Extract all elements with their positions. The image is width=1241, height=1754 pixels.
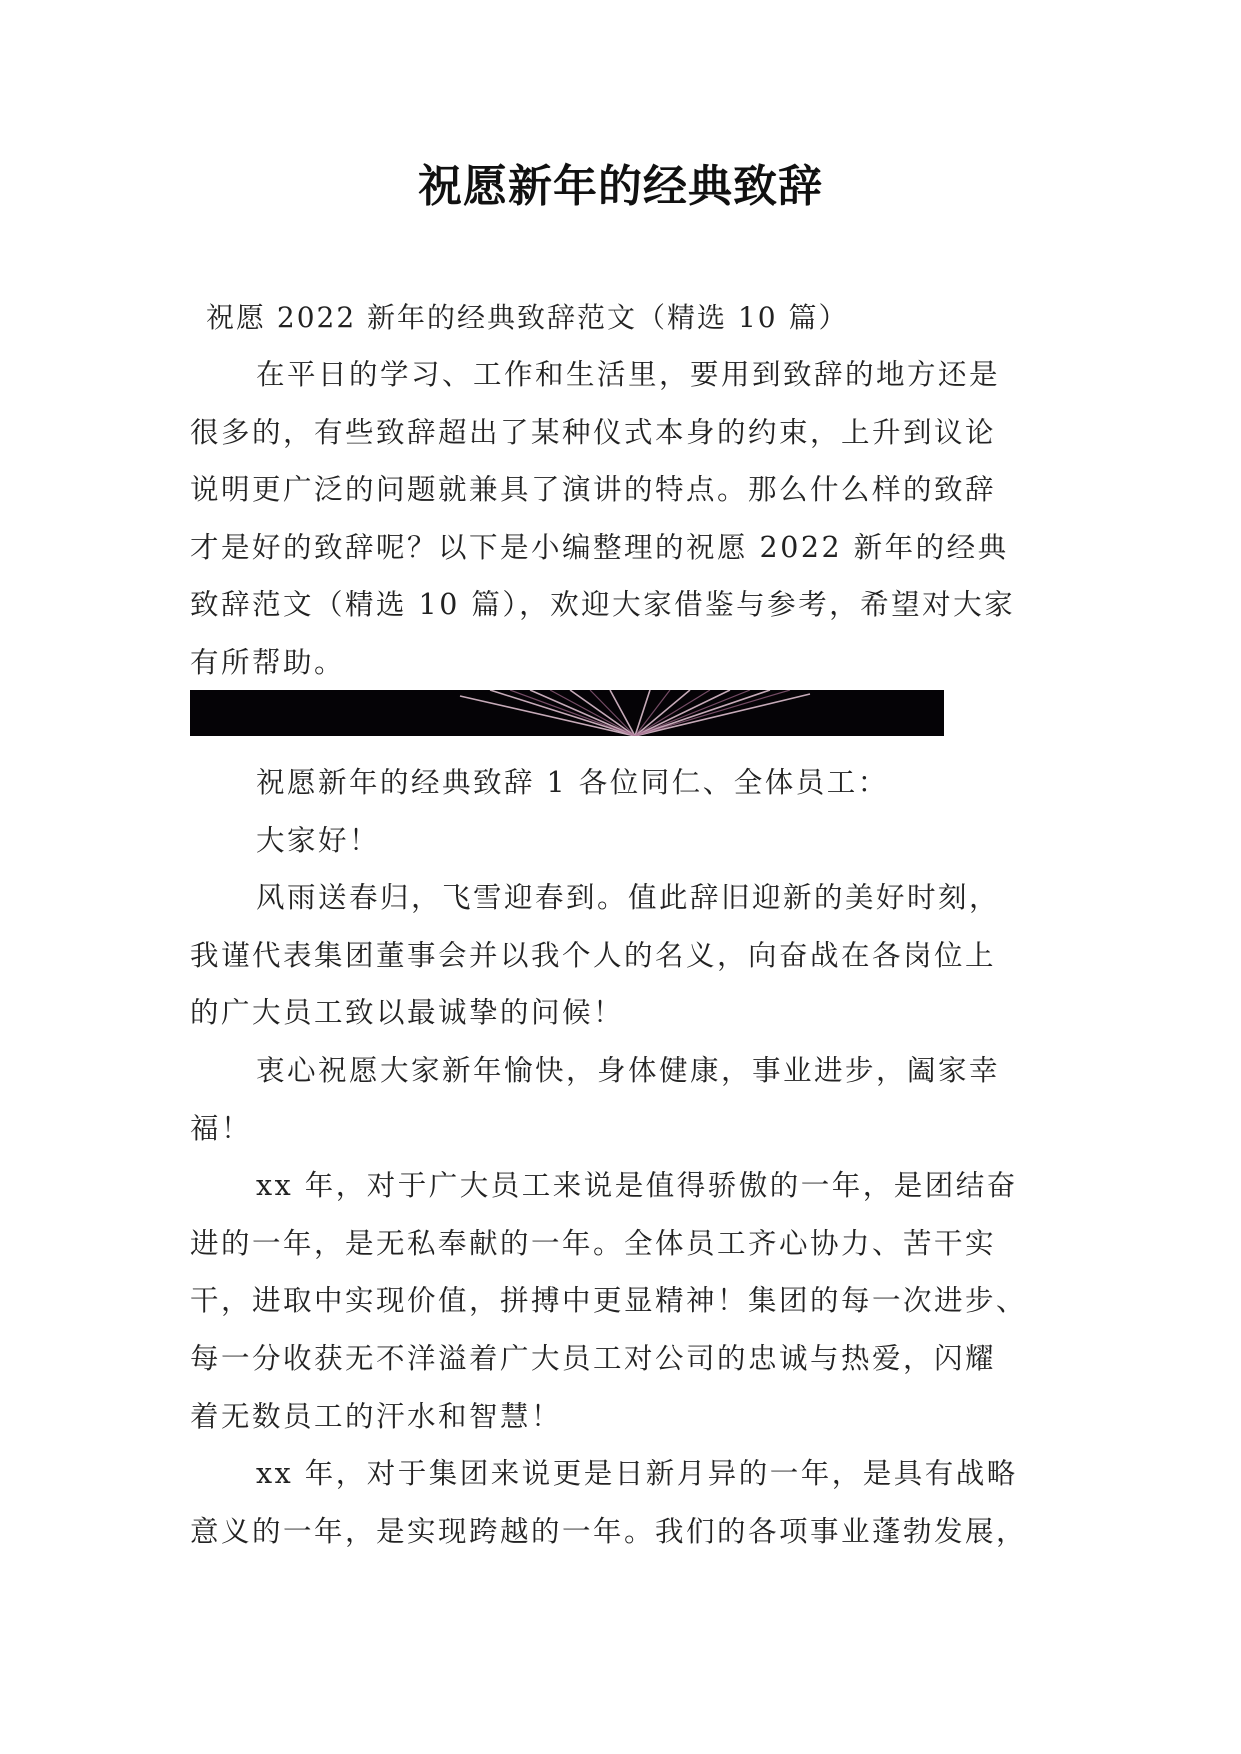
fireworks-image: [190, 690, 944, 736]
text-line: 致辞范文（精选 10 篇），欢迎大家借鉴与参考，希望对大家: [190, 588, 1016, 622]
text-line: 每一分收获无不洋溢着广大员工对公司的忠诚与热爱，闪耀: [190, 1341, 997, 1375]
text-line: xx 年，对于集团来说更是日新月异的一年，是具有战略: [256, 1457, 1018, 1491]
text-line: 很多的，有些致辞超出了某种仪式本身的约束，上升到议论: [190, 415, 997, 449]
section-heading: 祝愿新年的经典致辞 1 各位同仁、全体员工：: [256, 766, 889, 799]
text-line: 我谨代表集团董事会并以我个人的名义，向奋战在各岗位上: [190, 938, 997, 972]
text-line: 风雨送春归，飞雪迎春到。值此辞旧迎新的美好时刻，: [256, 881, 1001, 915]
text-line: 才是好的致辞呢？以下是小编整理的祝愿 2022 新年的经典: [190, 530, 1009, 564]
text-line: 衷心祝愿大家新年愉快，身体健康，事业进步，阖家幸: [256, 1053, 1001, 1087]
text-line: 说明更广泛的问题就兼具了演讲的特点。那么什么样的致辞: [190, 473, 997, 507]
text-line: 在平日的学习、工作和生活里，要用到致辞的地方还是: [256, 358, 1001, 391]
text-line: xx 年，对于广大员工来说是值得骄傲的一年，是团结奋: [256, 1169, 1018, 1203]
text-line: 意义的一年，是实现跨越的一年。我们的各项事业蓬勃发展，: [190, 1514, 1028, 1548]
greeting: 大家好！: [256, 823, 381, 857]
text-line: 有所帮助。: [190, 645, 346, 679]
document-title: 祝愿新年的经典致辞: [418, 161, 823, 212]
intro-paragraph-block: [190, 346, 1090, 692]
document-subtitle: 祝愿 2022 新年的经典致辞范文（精选 10 篇）: [206, 301, 849, 334]
paragraph-2: [190, 1042, 1090, 1157]
fireworks-banner-image: [190, 690, 944, 736]
text-line: 着无数员工的汗水和智慧！: [190, 1399, 563, 1433]
letter-body: [190, 754, 1090, 1560]
paragraph-3: [190, 1157, 1090, 1445]
text-line: 进的一年，是无私奉献的一年。全体员工齐心协力、苦干实: [190, 1226, 997, 1260]
text-line: 福！: [190, 1111, 253, 1145]
text-line: 的广大员工致以最诚挚的问候！: [190, 996, 625, 1030]
text-line: 干，进取中实现价值，拼搏中更显精神！集团的每一次进步、: [190, 1284, 1028, 1318]
paragraph-1: [190, 869, 1090, 1042]
paragraph-4: [190, 1445, 1090, 1560]
intro-paragraph: [190, 346, 1090, 692]
